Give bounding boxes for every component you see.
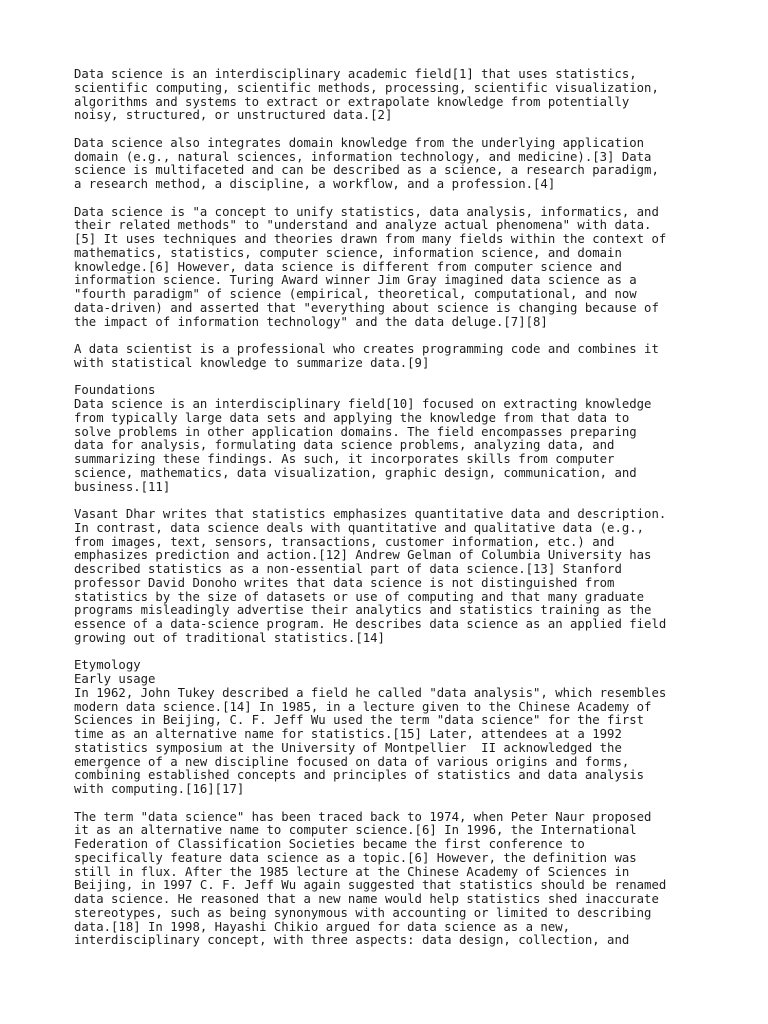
paragraph-concept: Data science is "a concept to unify statistics, data analysis, informatics, and their related methods" to "understand and analyze actual phenomena" with data. [5] It uses techniques and theories drawn from many fields within the context of mathematics, statistics, computer science, information science, and domain knowledge.[6] However, data science is different from computer science and information science. Turing Award winner Jim Gray imagined data science as a "fourth paradigm" of science (empirical, theoretical, computational, and now data-driven) and asserted that "everything about science is changing because of the impact of information technology" and the data deluge.[7][8]	[74, 204, 667, 329]
heading-early-usage: Early usage	[74, 672, 156, 686]
heading-etymology: Etymology	[74, 658, 141, 673]
paragraph-tukey: In 1962, John Tukey described a field he called "data analysis", which resembles modern data science.[14] In 1985, in a lecture given to the Chinese Academy of Sciences in Beijing, C. F. Jeff Wu used the term "data science" for the first time as an alternative name for statistics.[15] Later, attendees at a 1992 statistics symposium at the University of Montpellier II acknowledged the emergence of a new discipline focused on data of various origins and forms, combining established concepts and principles of statistics and data analysis with computing.[16][17]	[74, 685, 667, 796]
paragraph-foundations: Data science is an interdisciplinary field[10] focused on extracting knowledge from typically large data sets and applying the knowledge from that data to solve problems in other application domains. The field encompasses preparing data for analysis, formulating data science problems, analyzing data, and summarizing these findings. As such, it incorporates skills from computer science, mathematics, data visualization, graphic design, communication, and business.[11]	[74, 397, 652, 494]
paragraph-data-scientist: A data scientist is a professional who creates programming code and combines it with statistical knowledge to summarize data.[9]	[74, 342, 659, 370]
heading-foundations: Foundations	[74, 383, 156, 398]
paragraph-dhar: Vasant Dhar writes that statistics emphasizes quantitative data and description. In contrast, data science deals with quantitative and qualitative data (e.g., from images, text, sensors, transactions, customer information, etc.) and emphasizes prediction and action.[12] Andrew Gelman of Columbia University has described statistics as a non-essential part of data science.[13] Stanford professor David Donoho writes that data science is not distinguished from statistics by the size of datasets or use of computing and that many graduate programs misleadingly advertise their analytics and statistics training as the essence of a data-science program. He describes data science as an applied field growing out of traditional statistics.[14]	[74, 507, 667, 645]
paragraph-intro: Data science is an interdisciplinary academic field[1] that uses statistics, scientific computing, scientific methods, processing, scientific visualization, algorithms and systems to extract or extrapolate knowledge from potentially noisy, structured, or unstructured data.[2]	[74, 67, 659, 123]
paragraph-domain-knowledge: Data science also integrates domain knowledge from the underlying application domain (e.g., natural sciences, information technology, and medicine).[3] Data science is multifaceted and can be described as a science, a research paradigm, a research method, a discipline, a workflow, and a profession.[4]	[74, 135, 659, 191]
document-body	[74, 68, 754, 962]
paragraph-naur: The term "data science" has been traced back to 1974, when Peter Naur proposed it as an alternative name to computer science.[6] In 1996, the International Federation of Classification Societies became the first conference to specifically feature data science as a topic.[6] However, the definition was still in flux. After the 1985 lecture at the Chinese Academy of Sciences in Beijing, in 1997 C. F. Jeff Wu again suggested that statistics should be renamed data science. He reasoned that a new name would help statistics shed inaccurate stereotypes, such as being synonymous with accounting or limited to describing data.[18] In 1998, Hayashi Chikio argued for data science as a new, interdisciplinary concept, with three aspects: data design, collection, and	[74, 809, 667, 948]
